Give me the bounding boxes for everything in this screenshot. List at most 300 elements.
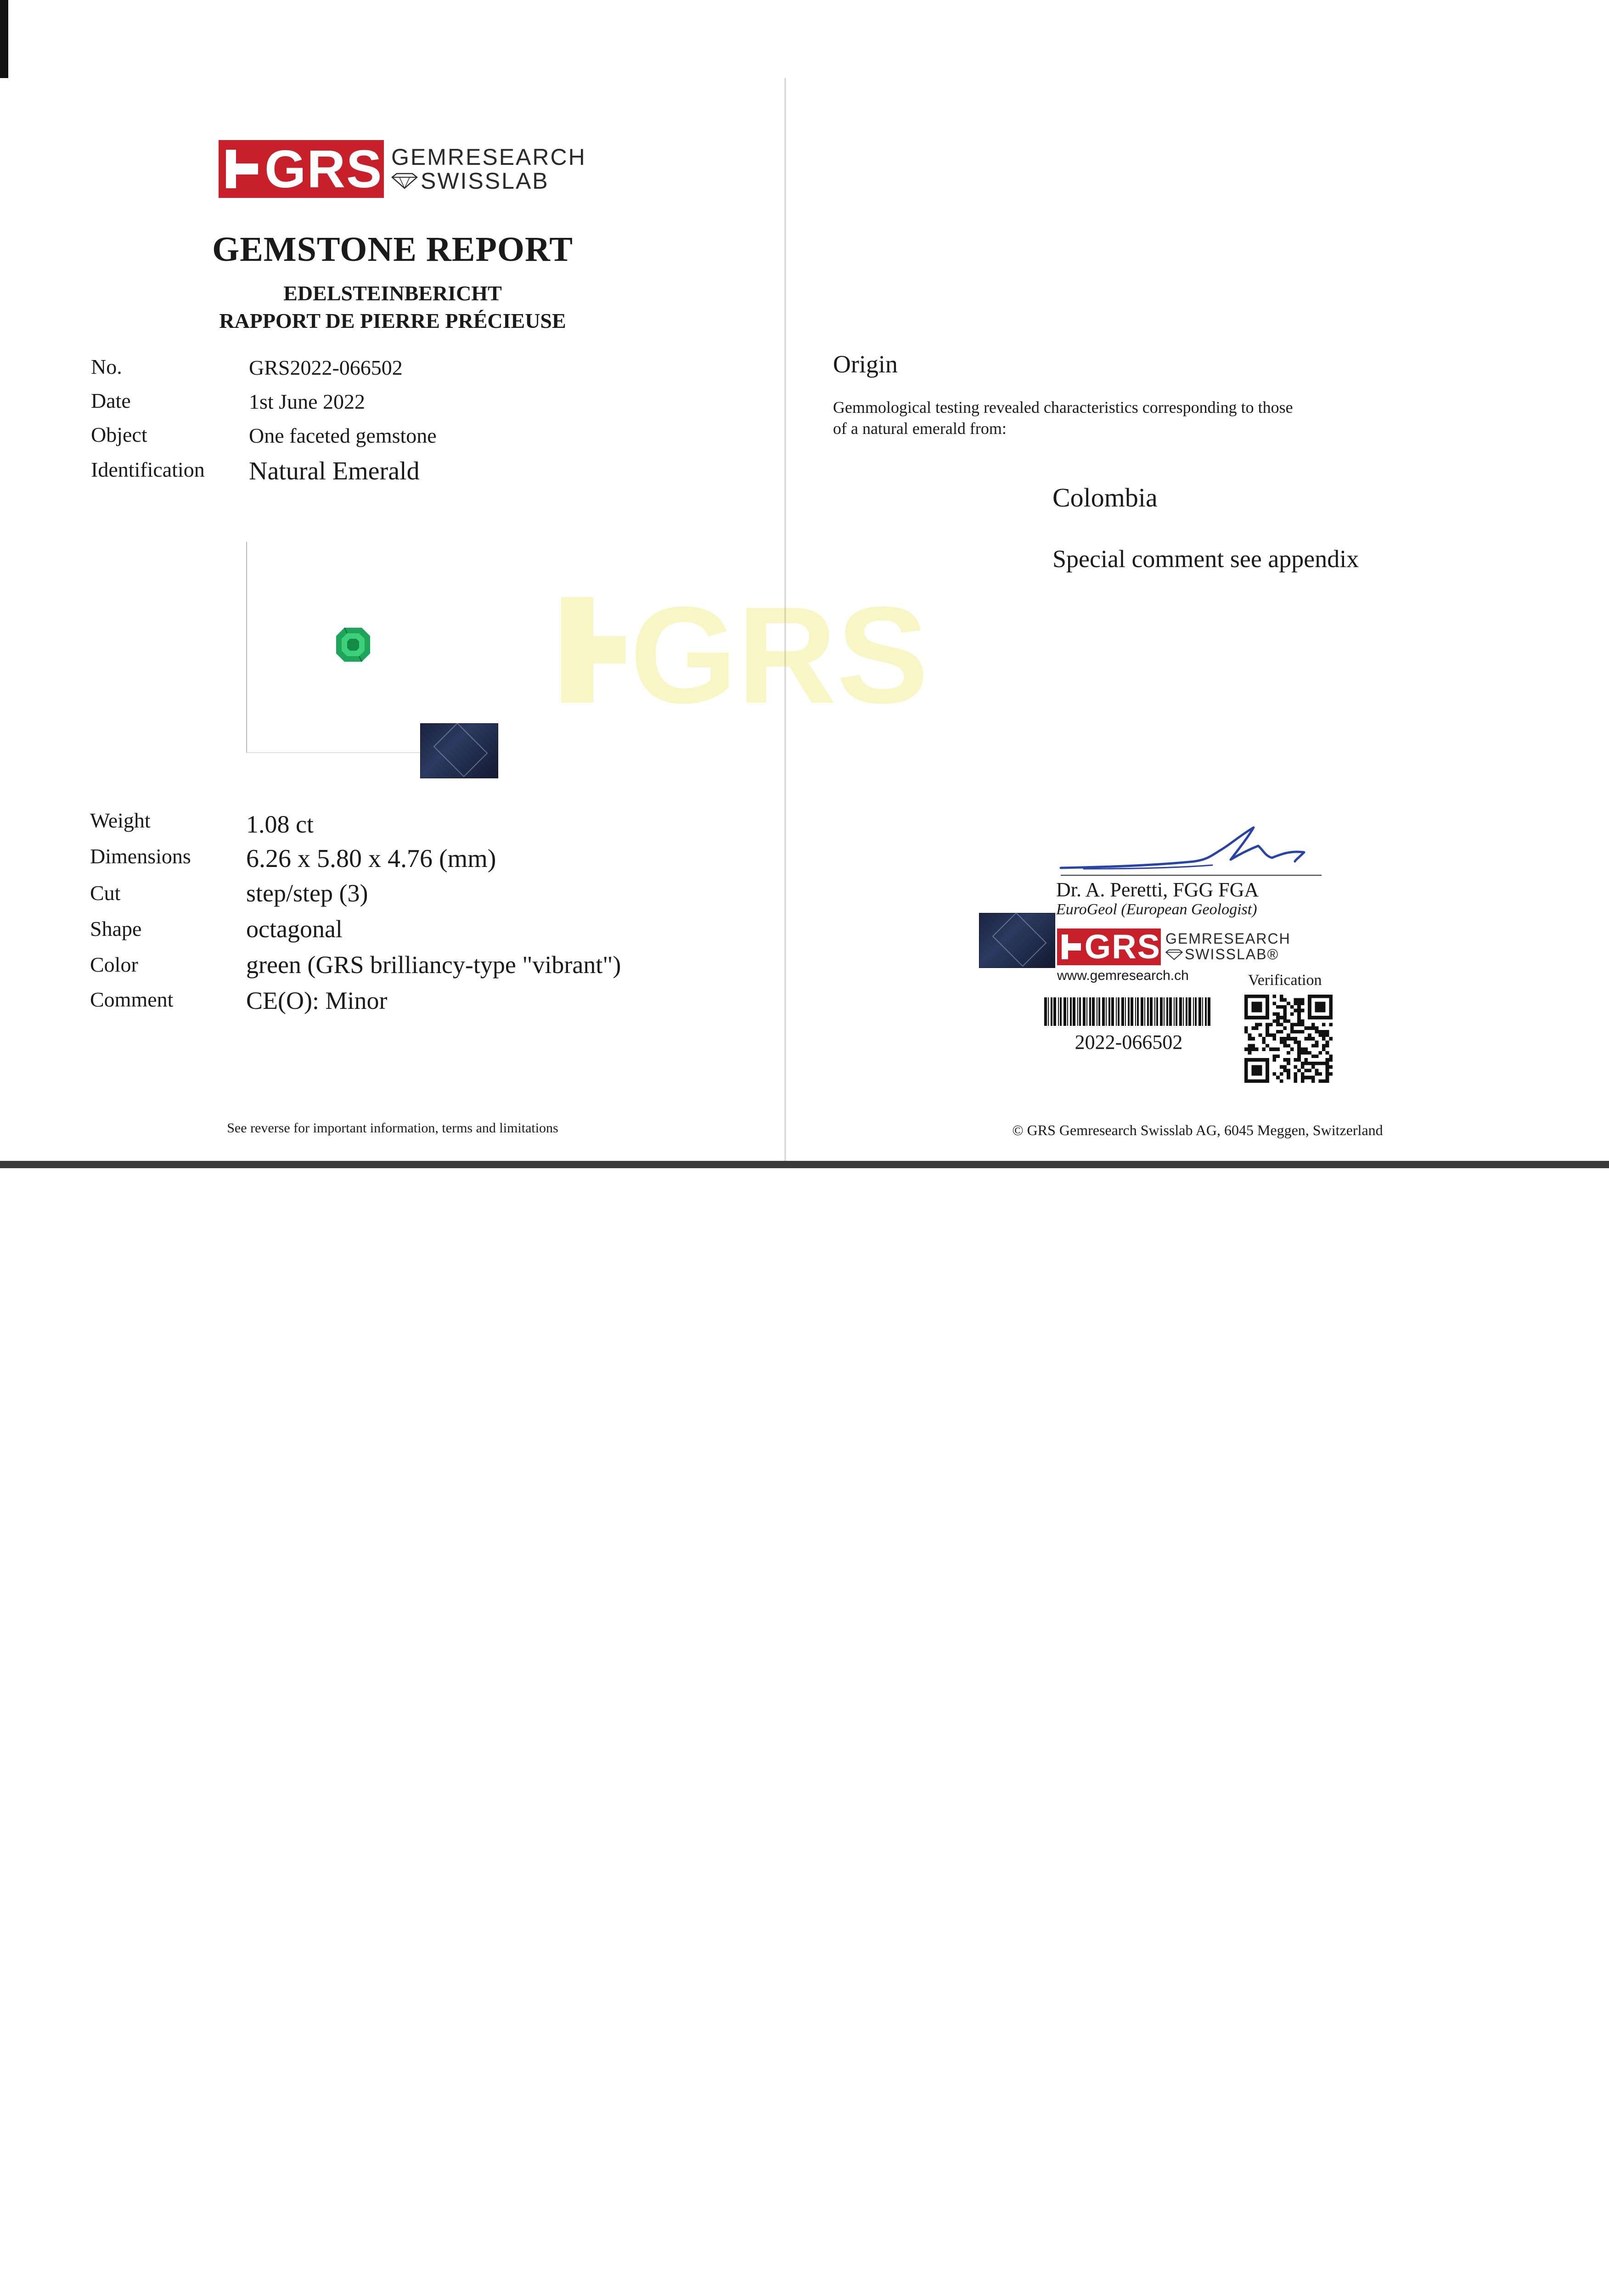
qr-module <box>1326 1030 1329 1034</box>
barcode-bar <box>1166 997 1168 1026</box>
barcode-bar <box>1092 997 1095 1026</box>
qr-module <box>1311 1076 1315 1080</box>
signer-title: EuroGeol (European Geologist) <box>1056 901 1257 918</box>
qr-module <box>1294 1023 1298 1026</box>
barcode-bar <box>1067 997 1068 1026</box>
barcode-bar <box>1121 997 1124 1026</box>
barcode-bar <box>1108 997 1110 1026</box>
qr-module <box>1297 1058 1301 1062</box>
qr-module <box>1290 1047 1294 1051</box>
barcode-bar <box>1135 997 1136 1026</box>
qr-module <box>1301 1023 1305 1026</box>
field-label-comment: Comment <box>90 988 174 1011</box>
qr-module <box>1322 1030 1326 1034</box>
qr-module <box>1329 1037 1333 1041</box>
barcode-bar <box>1154 997 1155 1026</box>
grs-watermark <box>561 579 984 716</box>
qr-module <box>1308 1069 1311 1072</box>
qr-module <box>1308 1037 1311 1041</box>
qr-code-icon[interactable] <box>1244 995 1333 1083</box>
qr-module <box>1266 1044 1269 1048</box>
qr-module <box>1248 1033 1252 1037</box>
qr-module <box>1287 1072 1290 1076</box>
qr-module <box>1297 1030 1301 1034</box>
qr-module <box>1305 1051 1308 1055</box>
qr-module <box>1272 1037 1276 1041</box>
watermark-text: GRS <box>630 579 929 716</box>
right-footer-copyright: © GRS Gemresearch Swisslab AG, 6045 Meggen, Switzerland <box>1012 1122 1383 1138</box>
qr-module <box>1326 1076 1329 1080</box>
qr-module <box>1311 1079 1315 1083</box>
qr-module <box>1290 1026 1294 1030</box>
origin-country: Colombia <box>1052 483 1158 512</box>
qr-module <box>1255 1026 1259 1030</box>
qr-module <box>1272 1072 1276 1076</box>
barcode-bar <box>1137 997 1139 1026</box>
barcode-bar <box>1086 997 1087 1026</box>
qr-module <box>1244 1026 1248 1030</box>
qr-module <box>1280 1065 1283 1069</box>
qr-module <box>1251 1037 1255 1041</box>
field-label-dimensions: Dimensions <box>90 844 191 868</box>
qr-module <box>1276 1005 1280 1009</box>
qr-module <box>1326 1044 1329 1048</box>
qr-module <box>1311 1023 1315 1026</box>
qr-module <box>1308 1033 1311 1037</box>
qr-module <box>1315 1044 1319 1048</box>
barcode-bar <box>1183 997 1184 1026</box>
qr-module <box>1301 1051 1305 1055</box>
hologram-seal <box>420 723 498 778</box>
qr-module <box>1251 1026 1255 1030</box>
barcode-bar <box>1179 997 1182 1026</box>
field-value-color: green (GRS brilliancy-type "vibrant") <box>246 951 621 979</box>
scan-bottom-edge <box>0 1161 1609 1168</box>
qr-module <box>1276 1019 1280 1023</box>
qr-module <box>1280 1030 1283 1034</box>
barcode-bar <box>1156 997 1158 1026</box>
qr-module <box>1294 1030 1298 1034</box>
qr-module <box>1280 995 1283 998</box>
barcode-bar <box>1102 997 1105 1026</box>
signature-line <box>1061 875 1322 876</box>
qr-module <box>1326 1079 1329 1083</box>
barcode-bar <box>1106 997 1107 1026</box>
barcode-bar <box>1208 997 1210 1026</box>
qr-module <box>1311 1026 1315 1030</box>
qr-module <box>1276 1055 1280 1058</box>
qr-module <box>1315 1069 1319 1072</box>
qr-module <box>1248 1037 1252 1041</box>
barcode-bar <box>1169 997 1172 1026</box>
qr-module <box>1329 1058 1333 1062</box>
qr-module <box>1297 1055 1301 1058</box>
qr-module <box>1283 1016 1287 1019</box>
qr-module <box>1308 1051 1311 1055</box>
origin-heading: Origin <box>833 350 898 378</box>
origin-text-line-1: Gemmological testing revealed characteristics corresponding to those <box>833 398 1293 416</box>
qr-module <box>1276 1076 1280 1080</box>
grs-logo-small <box>1057 929 1291 965</box>
barcode-bar <box>1193 997 1194 1026</box>
field-label-object: Object <box>91 423 147 446</box>
barcode-bar <box>1125 997 1126 1026</box>
diamond-icon <box>1165 949 1183 960</box>
qr-module <box>1305 1026 1308 1030</box>
qr-module <box>1315 1072 1319 1076</box>
field-value-shape: octagonal <box>246 915 343 943</box>
barcode-bar <box>1083 997 1086 1026</box>
qr-module <box>1294 1002 1298 1005</box>
origin-special-comment: Special comment see appendix <box>1052 545 1359 573</box>
qr-module <box>1315 1030 1319 1034</box>
barcode-bar <box>1147 997 1149 1026</box>
qr-module <box>1287 1076 1290 1080</box>
barcode <box>1043 997 1214 1026</box>
qr-module <box>1301 1062 1305 1065</box>
signer-name: Dr. A. Peretti, FGG FGA <box>1056 878 1259 901</box>
qr-module <box>1318 1062 1322 1065</box>
scan-edge-mark <box>0 0 8 78</box>
qr-finder-core <box>1315 1002 1326 1012</box>
report-subtitle-fr: RAPPORT DE PIERRE PRÉCIEUSE <box>219 309 566 332</box>
qr-module <box>1297 1016 1301 1019</box>
qr-module <box>1272 1019 1276 1023</box>
qr-module <box>1255 1023 1259 1026</box>
qr-module <box>1329 1023 1333 1026</box>
emerald-gem-icon <box>335 627 371 663</box>
field-label-date: Date <box>91 389 131 412</box>
barcode-bar <box>1058 997 1059 1026</box>
qr-module <box>1251 1044 1255 1048</box>
barcode-bar <box>1174 997 1175 1026</box>
qr-module <box>1311 1062 1315 1065</box>
qr-module <box>1301 998 1305 1002</box>
barcode-bar <box>1198 997 1201 1026</box>
qr-module <box>1297 1009 1301 1013</box>
qr-module <box>1262 1041 1266 1044</box>
qr-module <box>1262 1037 1266 1041</box>
qr-module <box>1283 1069 1287 1072</box>
barcode-bar <box>1079 997 1081 1026</box>
qr-module <box>1308 1076 1311 1080</box>
qr-module <box>1276 1016 1280 1019</box>
logo-letters: GRS <box>1084 928 1161 966</box>
field-value-comment: CE(O): Minor <box>246 987 388 1014</box>
qr-module <box>1311 1044 1315 1048</box>
barcode-bar <box>1098 997 1100 1026</box>
barcode-bar <box>1131 997 1133 1026</box>
qr-module <box>1287 1033 1290 1037</box>
field-label-number: No. <box>91 355 122 378</box>
qr-module <box>1287 1051 1290 1055</box>
barcode-bar <box>1048 997 1049 1026</box>
barcode-bar <box>1073 997 1075 1026</box>
qr-module <box>1283 998 1287 1002</box>
qr-module <box>1318 1033 1322 1037</box>
qr-module <box>1315 1041 1319 1044</box>
qr-module <box>1326 1065 1329 1069</box>
qr-module <box>1248 1051 1252 1055</box>
qr-module <box>1301 1065 1305 1069</box>
barcode-bar <box>1195 997 1197 1026</box>
qr-module <box>1297 1069 1301 1072</box>
field-label-cut: Cut <box>90 881 121 905</box>
qr-module <box>1259 1033 1262 1037</box>
qr-module <box>1301 1076 1305 1080</box>
barcode-bar <box>1141 997 1143 1026</box>
barcode-bar <box>1202 997 1203 1026</box>
barcode-bar <box>1053 997 1056 1026</box>
barcode-bar <box>1051 997 1052 1026</box>
qr-module <box>1315 1062 1319 1065</box>
swiss-cross-icon <box>1062 934 1081 959</box>
qr-module <box>1297 1005 1301 1009</box>
qr-module <box>1276 1047 1280 1051</box>
qr-module <box>1294 1076 1298 1080</box>
qr-module <box>1326 1062 1329 1065</box>
field-value-object: One faceted gemstone <box>249 424 437 447</box>
barcode-bar <box>1111 997 1114 1026</box>
qr-module <box>1280 1023 1283 1026</box>
barcode-bar <box>1060 997 1062 1026</box>
qr-module <box>1301 1009 1305 1013</box>
field-value-dimensions: 6.26 x 5.80 x 4.76 (mm) <box>246 844 496 873</box>
qr-module <box>1255 1047 1259 1051</box>
qr-module <box>1287 1062 1290 1065</box>
qr-module <box>1269 1033 1273 1037</box>
diamond-icon <box>391 173 418 189</box>
qr-module <box>1266 1023 1269 1026</box>
qr-module <box>1305 1062 1308 1065</box>
qr-module <box>1283 1009 1287 1013</box>
field-label-identification: Identification <box>91 458 205 481</box>
qr-module <box>1287 1044 1290 1048</box>
qr-module <box>1272 1047 1276 1051</box>
qr-module <box>1297 1012 1301 1016</box>
qr-module <box>1294 1058 1298 1062</box>
qr-module <box>1272 1002 1276 1005</box>
qr-module <box>1283 1041 1287 1044</box>
qr-module <box>1280 998 1283 1002</box>
qr-module <box>1322 1023 1326 1026</box>
qr-module <box>1301 1030 1305 1034</box>
barcode-bar <box>1128 997 1130 1026</box>
qr-module <box>1301 1019 1305 1023</box>
qr-module <box>1272 1058 1276 1062</box>
swiss-cross-icon <box>226 150 258 188</box>
qr-finder-core <box>1251 1065 1262 1076</box>
qr-module <box>1301 1047 1305 1051</box>
barcode-bar <box>1160 997 1163 1026</box>
qr-module <box>1305 1037 1308 1041</box>
qr-module <box>1326 1058 1329 1062</box>
qr-module <box>1287 1019 1290 1023</box>
qr-module <box>1297 1047 1301 1051</box>
logo-letters: GRS <box>264 139 383 199</box>
qr-module <box>1329 1065 1333 1069</box>
qr-module <box>1262 1047 1266 1051</box>
qr-module <box>1266 1030 1269 1034</box>
qr-module <box>1318 1079 1322 1083</box>
website-link[interactable]: www.gemresearch.ch <box>1057 968 1189 983</box>
field-value-identification: Natural Emerald <box>249 457 420 485</box>
qr-module <box>1290 1030 1294 1034</box>
qr-module <box>1294 1009 1298 1013</box>
qr-module <box>1326 1041 1329 1044</box>
qr-module <box>1290 1005 1294 1009</box>
barcode-bar <box>1176 997 1177 1026</box>
qr-module <box>1283 1026 1287 1030</box>
qr-module <box>1290 1037 1294 1041</box>
qr-module <box>1276 1023 1280 1026</box>
qr-module <box>1297 1044 1301 1048</box>
qr-module <box>1287 1002 1290 1005</box>
qr-module <box>1287 1037 1290 1041</box>
barcode-bar <box>1164 997 1165 1026</box>
qr-module <box>1280 1037 1283 1041</box>
qr-module <box>1305 1076 1308 1080</box>
qr-module <box>1269 1023 1273 1026</box>
barcode-bar <box>1077 997 1078 1026</box>
qr-module <box>1276 1012 1280 1016</box>
qr-module <box>1280 1005 1283 1009</box>
qr-module <box>1318 1072 1322 1076</box>
barcode-bar <box>1089 997 1091 1026</box>
verification-label: Verification <box>1248 972 1322 989</box>
qr-module <box>1280 1072 1283 1076</box>
qr-module <box>1280 1041 1283 1044</box>
logo-line-2: SWISSLAB® <box>1185 946 1279 962</box>
handwritten-signature <box>1056 817 1322 877</box>
field-value-weight: 1.08 ct <box>246 810 314 838</box>
field-value-cut: step/step (3) <box>246 879 368 907</box>
qr-module <box>1322 1047 1326 1051</box>
barcode-bar <box>1070 997 1072 1026</box>
grs-logo <box>219 140 586 198</box>
qr-module <box>1297 1019 1301 1023</box>
report-subtitle-de: EDELSTEINBERICHT <box>283 281 502 305</box>
qr-module <box>1297 1023 1301 1026</box>
qr-module <box>1294 1072 1298 1076</box>
qr-module <box>1294 998 1298 1002</box>
qr-module <box>1283 1005 1287 1009</box>
qr-module <box>1287 1069 1290 1072</box>
qr-module <box>1322 1062 1326 1065</box>
qr-module <box>1272 1033 1276 1037</box>
qr-module <box>1326 1033 1329 1037</box>
qr-module <box>1308 1026 1311 1030</box>
barcode-bar <box>1063 997 1066 1026</box>
barcode-bar <box>1044 997 1047 1026</box>
qr-module <box>1297 1041 1301 1044</box>
qr-module <box>1294 1037 1298 1041</box>
qr-module <box>1326 1051 1329 1055</box>
qr-module <box>1244 1047 1248 1051</box>
qr-module <box>1283 1019 1287 1023</box>
qr-module <box>1269 1047 1273 1051</box>
logo-line-1: GEMRESEARCH <box>1165 930 1291 947</box>
qr-module <box>1315 1055 1319 1058</box>
qr-module <box>1294 1079 1298 1083</box>
qr-module <box>1311 1065 1315 1069</box>
qr-module <box>1283 1065 1287 1069</box>
qr-module <box>1322 1033 1326 1037</box>
barcode-bar <box>1150 997 1153 1026</box>
qr-module <box>1276 1030 1280 1034</box>
field-value-date: 1st June 2022 <box>249 390 365 413</box>
qr-module <box>1283 1044 1287 1048</box>
qr-module <box>1280 1016 1283 1019</box>
qr-module <box>1301 1002 1305 1005</box>
origin-text-line-2: of a natural emerald from: <box>833 419 1007 438</box>
hologram-seal <box>979 913 1055 968</box>
qr-module <box>1318 1051 1322 1055</box>
qr-module <box>1315 1026 1319 1030</box>
field-value-number: GRS2022-066502 <box>249 356 403 379</box>
qr-finder-core <box>1251 1002 1262 1012</box>
qr-module <box>1248 1044 1252 1048</box>
barcode-bar <box>1188 997 1191 1026</box>
qr-module <box>1305 1058 1308 1062</box>
qr-module <box>1311 1055 1315 1058</box>
qr-module <box>1322 1037 1326 1041</box>
logo-line-1: GEMRESEARCH <box>391 144 586 170</box>
barcode-bar <box>1116 997 1117 1026</box>
qr-module <box>1305 1047 1308 1051</box>
qr-module <box>1326 1069 1329 1072</box>
qr-module <box>1294 1065 1298 1069</box>
qr-module <box>1248 1047 1252 1051</box>
qr-module <box>1329 1072 1333 1076</box>
qr-module <box>1266 1026 1269 1030</box>
barcode-bar <box>1186 997 1187 1026</box>
qr-module <box>1308 1062 1311 1065</box>
qr-module <box>1251 1047 1255 1051</box>
qr-module <box>1322 1044 1326 1048</box>
qr-module <box>1301 1079 1305 1083</box>
qr-module <box>1272 1012 1276 1016</box>
qr-module <box>1272 1055 1276 1058</box>
qr-module <box>1283 1058 1287 1062</box>
qr-module <box>1266 1033 1269 1037</box>
qr-module <box>1301 1072 1305 1076</box>
qr-module <box>1326 1072 1329 1076</box>
qr-module <box>1290 1012 1294 1016</box>
report-title: GEMSTONE REPORT <box>212 230 573 269</box>
barcode-number: 2022-066502 <box>1075 1031 1183 1053</box>
barcode-bar <box>1205 997 1207 1026</box>
qr-module <box>1244 1030 1248 1034</box>
qr-module <box>1280 1079 1283 1083</box>
qr-module <box>1305 1069 1308 1072</box>
qr-module <box>1272 995 1276 998</box>
logo-line-2: SWISSLAB <box>421 168 549 194</box>
qr-module <box>1283 1037 1287 1041</box>
qr-module <box>1297 998 1301 1002</box>
qr-module <box>1311 1037 1315 1041</box>
qr-module <box>1259 1023 1262 1026</box>
qr-module <box>1297 1051 1301 1055</box>
barcode-bar <box>1144 997 1145 1026</box>
qr-module <box>1290 1023 1294 1026</box>
qr-module <box>1294 1041 1298 1044</box>
field-label-color: Color <box>90 953 138 976</box>
qr-module <box>1287 1058 1290 1062</box>
qr-module <box>1322 1079 1326 1083</box>
qr-module <box>1283 1012 1287 1016</box>
barcode-bar <box>1118 997 1120 1026</box>
